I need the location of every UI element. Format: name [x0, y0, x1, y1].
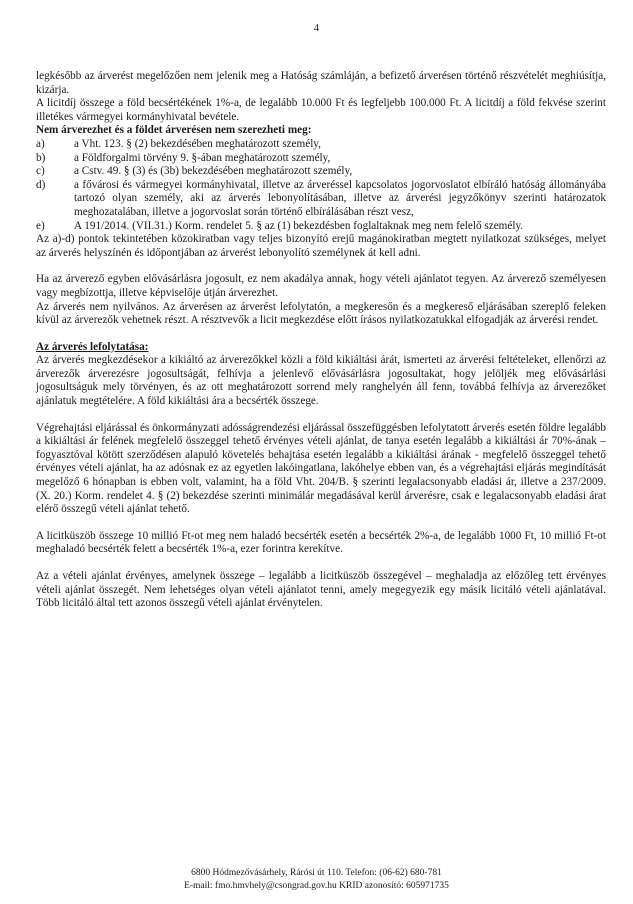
footer-contact: E-mail: fmo.hmvhely@csongrad.gov.hu KRID azonosító: 605971735: [184, 880, 449, 891]
list-label: a): [36, 137, 45, 150]
paragraph: Az árverés nem nyilvános. Az árverésen az árverést lefolytatón, a megkeresőn és a megkereső eljárásában szereplő feleken kívül az árverezők vehetnek részt. A résztvevők a licit megkezdése előtt írásos nyilatkozatukkal elfogadják az árverési rendet.: [36, 300, 606, 327]
list-item: [36, 179, 606, 220]
section-heading: Az árverés lefolytatása:: [36, 340, 149, 353]
list-label: e): [36, 219, 45, 232]
list-label: d): [36, 178, 46, 191]
list-label: b): [36, 151, 46, 164]
list-text: a Cstv. 49. § (3) és (3b) bekezdésében meghatározott személy,: [74, 165, 353, 178]
paragraph: Végrehajtási eljárással és önkormányzati adósságrendezési eljárással összefüggésben lefolytatott árverés esetén földre legalább a kikiáltási ár felének megfelelő összeggel tehető érvényes vételi ajánlat, de tanya esetén legalább a kikiáltási ár 70%-ának – fogyasztóval kötött szerződésen alapuló követelés behajtása esetén legalább a kikiáltási árának - megfelelő összeggel tehető érvényes vételi ajánlat, ha az adósnak ez az egyetlen lakóingatlana, lakóhelye ebben van, és a végrehajtási eljárás megindítását megelőző 6 hónapban is ebben volt, valamint, ha a föld Vht. 204/B. § szerinti legalacsonyabb eladási ár, illetve a 237/2009. (X. 20.) Korm. rendelet 4. § (2) bekezdése szerinti minimálár megadásával kerül árverésre, csak e legalacsonyabb eladási árat elérő összegű vételi ajánlat tehető.: [36, 421, 606, 516]
page-number: 4: [313, 22, 320, 34]
footer-address: 6800 Hódmezővásárhely, Rárósi út 110. Telefon: (06-62) 680-781: [191, 868, 442, 878]
list-text: a fővárosi és vármegyei kormányhivatal, illetve az árveréssel kapcsolatos jogorvoslatot elbíráló hatóság állományába tartozó olyan személy, aki az árverés lebonyolításában, illetve az árverési jegyzőkönyv szerinti határozatok meghozatalában, illetve a jogorvoslat során történő elbírálásában részt vesz,: [74, 178, 606, 218]
list-item: [36, 152, 606, 166]
list-text: A 191/2014. (VII.31.) Korm. rendelet 5. § az (1) bekezdésben foglaltaknak meg nem felelő személy.: [74, 219, 524, 232]
page-footer: [0, 867, 633, 892]
list-item: [36, 165, 606, 179]
list-text: a Földforgalmi törvény 9. §-ában meghatározott személy,: [74, 151, 331, 164]
list-text: a Vht. 123. § (2) bekezdésében meghatározott személy,: [74, 137, 321, 150]
list-item: [36, 220, 606, 234]
document-body: [36, 70, 606, 611]
paragraph: Az a vételi ajánlat érvényes, amelynek összege – legalább a licitküszöb összegével – meghaladja az előzőleg tett érvényes vételi ajánlat összegét. Nem lehetséges olyan vételi ajánlatot tenni, amely megegyezik egy másik licitáló vételi ajánlatával. Több licitáló által tett azonos összegű vételi ajánlat érvénytelen.: [36, 570, 606, 610]
paragraph: Az a)-d) pontok tekintetében közokiratban vagy teljes bizonyító erejű magánokiratban megtett nyilatkozat szükséges, melyet az árverés helyszínén és időpontjában az árverést lebonyolító személynek át kell adni.: [36, 233, 606, 259]
paragraph: legkésőbb az árverést megelőzően nem jelenik meg a Hatóság számláján, a befizető árverésen történő részvételét meghiúsítja, kizárja.: [36, 70, 606, 96]
paragraph: A licitküszöb összege 10 millió Ft-ot meg nem haladó becsérték esetén a becsérték 2%-a, de legalább 1000 Ft, 10 millió Ft-ot meghaladó becsérték felett a becsérték 1%-a, ezer forintra kerekítve.: [36, 529, 606, 556]
paragraph: Ha az árverező egyben elővásárlásra jogosult, ez nem akadálya annak, hogy vételi ajánlatot tegyen. Az árverező személyesen vagy megbízottja, illetve képviselője útján árverezhet.: [36, 273, 606, 299]
section-heading: Nem árverezhet és a földet árverésen nem szerezheti meg:: [36, 124, 312, 137]
list-item: [36, 138, 606, 152]
paragraph: Az árverés megkezdésekor a kikiáltó az árverezőkkel közli a föld kikiáltási árát, ismerteti az árverési feltételeket, ellenőrzi az árverezők árverezésre jogosultságát, felhívja a jelenlevő elővásárlásra jogosultakat, hogy jelöljék meg elővásárlási jogosultságuk mely törvényen, és az ott meghatározott sorrend mely ranghelyén áll fenn, továbbá felhívja az árverezőket ajánlatuk megtételére. A föld kikiáltási ára a becsérték összege.: [36, 354, 606, 408]
list-label: c): [36, 165, 45, 178]
paragraph: A licitdíj összege a föld becsértékének 1%-a, de legalább 10.000 Ft és legfeljebb 100.000 Ft. A licitdíj a föld fekvése szerint illetékes vármegyei kormányhivatal bevétele.: [36, 97, 606, 123]
